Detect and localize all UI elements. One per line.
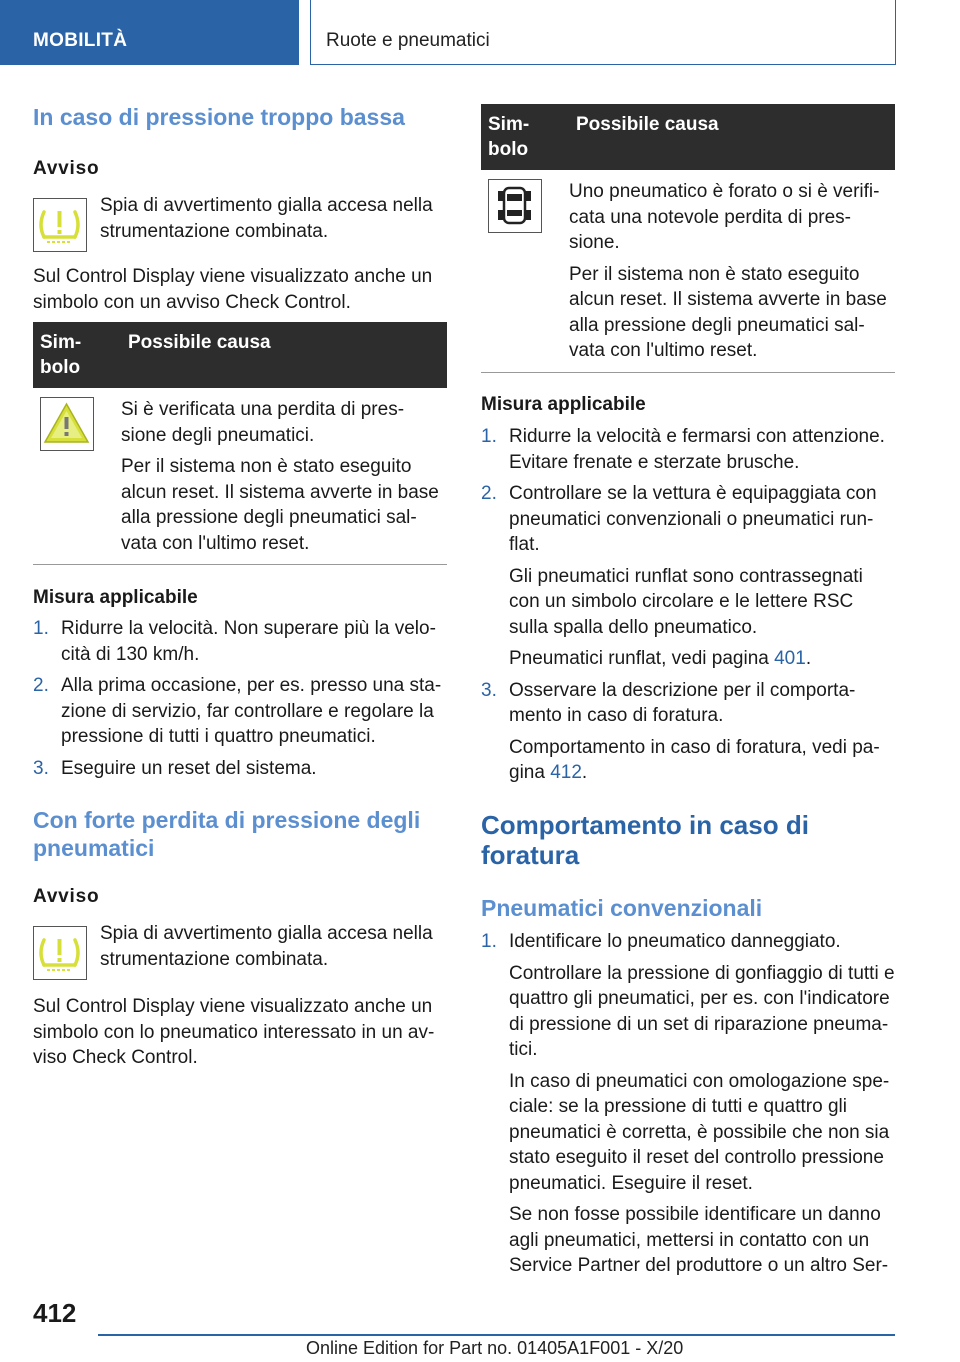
- section-tab: MOBILITÀ: [0, 0, 299, 65]
- page-link[interactable]: 401: [774, 648, 806, 669]
- cause-text: Per il sistema non è stato eseguito alcun reset. Il sistema avverte in base alla pressione degli pneumatici sal‐vata con l'ultimo reset.: [569, 263, 887, 361]
- notice-text: Spia di avvertimento gialla accesa nella strumentazione combinata.: [100, 923, 433, 970]
- page-header: [0, 0, 960, 66]
- list-item: 2. Alla prima occasione, per es. presso una sta‐zione di servizio, far controllare e regolare la pressione di tutti i quattro pneumatici.: [33, 675, 442, 747]
- footer-edition: Online Edition for Part no. 01405A1F001 - X/20: [306, 1338, 684, 1358]
- notice-text: Spia di avvertimento gialla accesa nella strumentazione combinata.: [100, 195, 433, 242]
- heading-low-pressure: In caso di pressione troppo bassa: [33, 104, 405, 130]
- symbol-table: [481, 104, 895, 373]
- page-link[interactable]: 412: [550, 762, 582, 783]
- heading-strong-loss: Con forte perdita di pressione degli pneumatici: [33, 807, 421, 861]
- table-header-symbol: Sim‐bolo: [33, 322, 121, 388]
- cause-text: Si è verificata una perdita di pres‐sione degli pneumatici.: [121, 399, 405, 446]
- tire-pressure-warning-icon: [33, 198, 87, 252]
- table-header-symbol: Sim‐bolo: [481, 104, 569, 170]
- steps-list: [33, 616, 447, 787]
- table-row: [33, 388, 447, 565]
- paragraph: Sul Control Display viene visualizzato anche un simbolo con un avviso Check Control.: [33, 266, 433, 313]
- steps-list: [481, 929, 901, 1285]
- footer-divider: [98, 1334, 895, 1336]
- tire-pressure-warning-icon: [33, 926, 87, 980]
- cause-text: Per il sistema non è stato eseguito alcun reset. Il sistema avverte in base alla pressione degli pneumatici sal‐vata con l'ultimo reset.: [121, 456, 439, 554]
- car-tire-icon: [488, 179, 542, 233]
- list-item: 1. Ridurre la velocità. Non superare più la velo‐cità di 130 km/h.: [33, 618, 436, 665]
- list-item: 2. Controllare se la vettura è equipaggiata con pneumatici convenzionali o pneumatici run‐flat. Gli pneumatici runflat sono contrassegnati con un simbolo circolare e le lettere RSC sulla spalla dello pneumatico. Pneumatici runflat, vedi pagina 401.: [481, 483, 877, 669]
- measure-title: Misura applicabile: [481, 394, 646, 415]
- warning-notice: [33, 921, 447, 972]
- heading-conventional-tires: Pneumatici convenzionali: [481, 895, 763, 921]
- list-item: 3. Osservare la descrizione per il comporta‐mento in caso di foratura. Comportamento in caso di foratura, vedi pa‐gina 412.: [481, 679, 880, 783]
- list-item: 1. Identificare lo pneumatico danneggiato. Controllare la pressione di gonfiaggio di tutti e quattro gli pneumatici, per es. con l'indicatore di pressione di un set di riparazione pneuma‐tici. In caso di pneumatici con omologazione spe‐ciale: se la pressione di tutti e quattro gli pneumatici è corretta, è possibile che non sia stato eseguito il reset del controllo pressione pneumatici. Eseguire il reset. Se non fosse possibile identificare un danno agli pneumatici, mettersi in contatto con un Service Partner del produttore o un altro Ser‐: [481, 931, 895, 1276]
- note-title: Avviso: [33, 886, 100, 907]
- heading-puncture: Comportamento in caso di foratura: [481, 810, 809, 870]
- note-title: Avviso: [33, 158, 100, 179]
- symbol-table: [33, 322, 447, 565]
- cause-text: Uno pneumatico è forato o si è verifi‐cata una notevole perdita di pres‐sione.: [569, 181, 880, 253]
- warning-triangle-icon: [40, 397, 94, 451]
- page-number: 412: [33, 1298, 77, 1328]
- measure-title: Misura applicabile: [33, 587, 198, 608]
- steps-list: [481, 424, 895, 792]
- table-header-cause: Possibile causa: [121, 322, 447, 388]
- table-row: [481, 170, 895, 372]
- chapter-title: Ruote e pneumatici: [310, 0, 896, 65]
- paragraph: Sul Control Display viene visualizzato anche un simbolo con lo pneumatico interessato in un av‐viso Check Control.: [33, 996, 435, 1068]
- list-item: 3. Eseguire un reset del sistema.: [33, 757, 317, 779]
- table-header-cause: Possibile causa: [569, 104, 895, 170]
- list-item: 1. Ridurre la velocità e fermarsi con attenzione. Evitare frenate e sterzate brusche.: [481, 426, 885, 473]
- warning-notice: [33, 193, 447, 244]
